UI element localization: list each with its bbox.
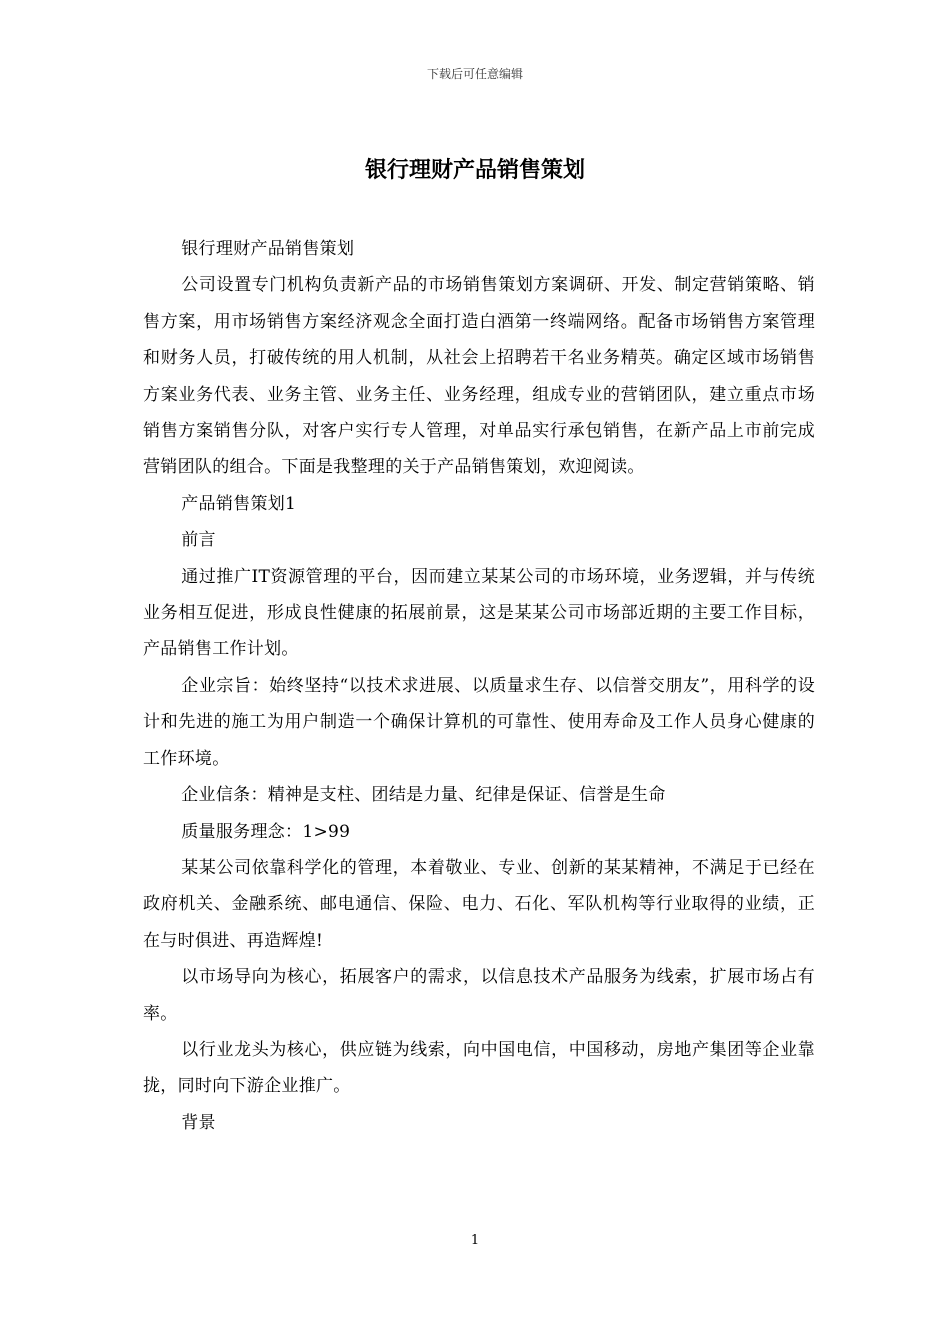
- document-title: 银行理财产品销售策划: [364, 157, 585, 183]
- document-body: [143, 231, 815, 1141]
- paragraph-service-concept: 质量服务理念：1>99: [181, 821, 351, 842]
- paragraph-mission: 企业宗旨：始终坚持“以技术求进展、以质量求生存、以信誉交朋友”，用科学的设计和先进的施工为用户制造一个确保计算机的可靠性、使用寿命及工作人员身心健康的工作环境。: [143, 675, 815, 769]
- paragraph-intro: 公司设置专门机构负责新产品的市场销售策划方案调研、开发、制定营销策略、销售方案，用市场销售方案经济观念全面打造白酒第一终端网络。配备市场销售方案管理和财务人员，打破传统的用人机制，从社会上招聘若干名业务精英。确定区域市场销售方案业务代表、业务主管、业务主任、业务经理，组成专业的营销团队，建立重点市场销售方案销售分队，对客户实行专人管理，对单品实行承包销售，在新产品上市前完成营销团队的组合。下面是我整理的关于产品销售策划，欢迎阅读。: [143, 275, 815, 478]
- paragraph-management: 某某公司依靠科学化的管理，本着敬业、专业、创新的某某精神，不满足于已经在政府机关、金融系统、邮电通信、保险、电力、石化、军队机构等行业取得的业绩，正在与时俱进、再造辉煌!: [143, 857, 815, 951]
- page-number: 1: [470, 1233, 480, 1248]
- paragraph-subtitle: 银行理财产品销售策划: [181, 239, 355, 259]
- paragraph-market-orientation: 以市场导向为核心，拓展客户的需求，以信息技术产品服务为线索，扩展市场占有率。: [143, 967, 815, 1024]
- paragraph-creed: 企业信条：精神是支柱、团结是力量、纪律是保证、信誉是生命: [181, 785, 666, 806]
- section-heading-plan-1: 产品销售策划1: [181, 493, 297, 514]
- section-heading-preface: 前言: [181, 530, 216, 551]
- paragraph-goal: 通过推广IT资源管理的平台，因而建立某某公司的市场环境，业务逻辑，并与传统业务相互促进，形成良性健康的拓展前景，这是某某公司市场部近期的主要工作目标，产品销售工作计划。: [143, 566, 815, 660]
- header-note: 下载后可任意编辑: [426, 67, 523, 81]
- section-heading-background: 背景: [181, 1112, 216, 1133]
- paragraph-industry-leaders: 以行业龙头为核心，供应链为线索，向中国电信，中国移动，房地产集团等企业靠拢，同时向下游企业推广。: [143, 1039, 815, 1097]
